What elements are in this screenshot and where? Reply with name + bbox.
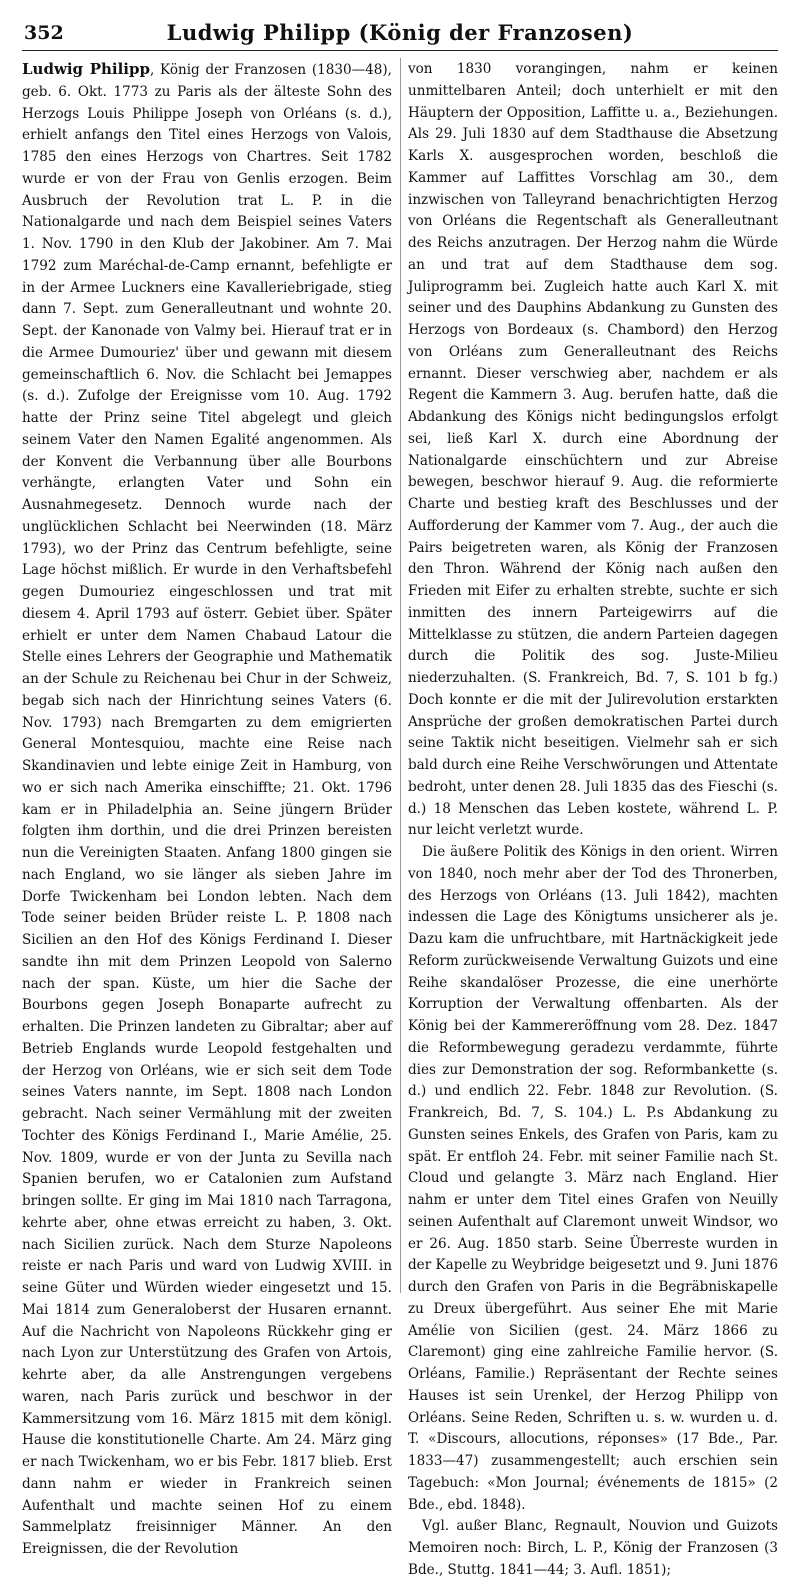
entry-paragraph <box>22 59 392 1561</box>
right-column <box>408 59 778 1578</box>
entry-lemma: Ludwig Philipp <box>22 60 150 78</box>
entry-text: , König der Franzosen (1830—48), geb. 6. Okt. 1773 zu Paris als der älteste Sohn des Herzogs Louis Philippe Joseph von Orléans (s. d.), erhielt anfangs den Titel eines Herzogs von Valois, 1785 den eines Herzogs von Chartres. Seit 1782 wurde er von der Frau von Genlis erzogen. Beim Ausbruch der Revolution trat L. P. in die Nationalgarde und nach dem Beispiel seines Vaters 1. Nov. 1790 in den Klub der Jakobiner. Am 7. Mai 1792 zum Maréchal-de-Camp ernannt, befehligte er in der Armee Luckners eine Kavalleriebrigade, stieg dann 7. Sept. zum Generalleutnant und wohnte 20. Sept. der Kanonade von Valmy bei. Hierauf trat er in die Armee Dumouriez' über und gewann mit diesem gemeinschaftlich 6. Nov. die Schlacht bei Jemappes (s. d.). Zufolge der Ereignisse vom 10. Aug. 1792 hatte der Prinz seine Titel abgelegt und gleich seinem Vater den Namen Egalité angenommen. Als der Konvent die Verbannung über alle Bourbons verhängte, erlangten Vater und Sohn ein Ausnahmegesetz. Dennoch wurde nach der unglücklichen Schlacht bei Neerwinden (18. März 1793), wo der Prinz das Centrum befehligte, seine Lage höchst mißlich. Er wurde in den Verhaftsbefehl gegen Dumouriez eingeschlossen und trat mit diesem 4. April 1793 auf österr. Gebiet über. Später erhielt er unter dem Namen Chabaud Latour die Stelle eines Lehrers der Geographie und Mathematik an der Schule zu Reichenau bei Chur in der Schweiz, begab sich nach der Hinrichtung seines Vaters (6. Nov. 1793) nach Bremgarten zu dem emigrierten General Montesquiou, machte eine Reise nach Skandinavien und lebte einige Zeit in Hamburg, von wo er sich nach Amerika einschiffte; 21. Okt. 1796 kam er in Philadelphia an. Seine jüngern Brüder folgten ihm dorthin, und die drei Prinzen bereisten nun die Vereinigten Staaten. Anfang 1800 gingen sie nach England, wo sie länger als sieben Jahre im Dorfe Twickenham bei London lebten. Nach dem Tode seiner beiden Brüder reiste L. P. 1808 nach Sicilien an den Hof des Königs Ferdinand I. Dieser sandte ihn mit dem Prinzen Leopold von Salerno nach der span. Küste, um hier die Sache der Bourbons gegen Joseph Bonaparte aufrecht zu erhalten. Die Prinzen landeten zu Gibraltar; aber auf Betrieb Englands wurde Leopold festgehalten und der Herzog von Orléans, wie er sich seit dem Tode seines Vaters nannte, im Sept. 1808 nach London gebracht. Nach seiner Vermählung mit der zweiten Tochter des Königs Ferdinand I., Marie Amélie, 25. Nov. 1809, wurde er von der Junta zu Sevilla nach Spanien berufen, wo er Catalonien zum Aufstand bringen sollte. Er ging im Mai 1810 nach Tarragona, kehrte aber, ohne etwas erreicht zu haben, 3. Okt. nach Sicilien zurück. Nach dem Sturze Napoleons reiste er nach Paris und ward von Ludwig XVIII. in seine Güter und Würden wieder eingesetzt und 15. Mai 1814 zum Generaloberst der Husaren ernannt. Auf die Nachricht von Napoleons Rückkehr ging er nach Lyon zur Unterstützung des Grafen von Artois, kehrte aber, da alle Anstrengungen vergebens waren, nach Paris zurück und beschwor in der Kammersitzung vom 16. März 1815 mit dem königl. Hause die konstitutionelle Charte. Am 24. März ging er nach Twickenham, wo er bis Febr. 1817 blieb. Erst dann nahm er wieder in Frankreich seinen Aufenthalt und machte seinen Hof zu einem Sammelplatz freisinniger Männer. An den Ereignissen, die der Revolution <box>22 62 392 1557</box>
paragraph-foreign-policy: Die äußere Politik des Königs in den orient. Wirren von 1840, noch mehr aber der Tod des Thronerben, des Herzogs von Orléans (13. Juli 1842), machten indessen die Lage des Königtums unsicherer als je. Dazu kam die unfruchtbare, mit Hartnäckigkeit jede Reform zurückweisende Verwaltung Guizots und eine Reihe skandalöser Prozesse, die eine unerhörte Korruption der Verwaltung offenbarten. Als der König bei der Kammereröffnung vom 28. Dez. 1847 die Reformbewegung geradezu verdammte, führte dies zur Demonstration der sog. Reformbankette (s. d.) und endlich 22. Febr. 1848 zur Revolution. (S. Frankreich, Bd. 7, S. 104.) L. P.s Abdankung zu Gunsten seines Enkels, des Grafen von Paris, kam zu spät. Er entfloh 24. Febr. mit seiner Familie nach St. Cloud und gelangte 3. März nach England. Hier nahm er unter dem Titel eines Grafen von Neuilly seinen Aufenthalt auf Claremont unweit Windsor, wo er 26. Aug. 1850 starb. Seine Überreste wurden in der Kapelle zu Weybridge beigesetzt und 9. Juni 1876 durch den Grafen von Paris in die Begräbniskapelle zu Dreux übergeführt. Aus seiner Ehe mit Marie Amélie von Sicilien (gest. 24. März 1866 zu Claremont) ging eine zahlreiche Familie hervor. (S. Orléans, Familie.) Repräsentant der Rechte seines Hauses ist sein Urenkel, der Herzog Philipp von Orléans. Seine Reden, Schriften u. s. w. wurden u. d. T. «Discours, allocutions, réponses» (17 Bde., Par. 1833—47) zusammengestellt; auch erschien sein Tagebuch: «Mon Journal; événements de 1815» (2 Bde., ebd. 1848). <box>408 844 778 1513</box>
left-column <box>22 59 392 1557</box>
column-divider <box>400 58 401 1293</box>
page-number: 352 <box>24 22 64 44</box>
paragraph-bibliography: Vgl. außer Blanc, Regnault, Nouvion und Guizots Memoiren noch: Birch, L. P., König der Franzosen (3 Bde., Stuttg. 1841—44; 3. Aufl. 1851); <box>408 1518 778 1578</box>
paragraph-continuation: von 1830 vorangingen, nahm er keinen unmittelbaren Anteil; doch unterhielt er mit den Häuptern der Opposition, Laffitte u. a., Beziehungen. Als 29. Juli 1830 auf dem Stadthause die Absetzung Karls X. ausgesprochen worden, beschloß die Kammer auf Laffittes Vorschlag am 30., dem inzwischen von Talleyrand benachrichtigten Herzog von Orléans die Regentschaft als Generalleutnant des Reichs anzutragen. Der Herzog nahm die Würde an und trat auf dem Stadthause dem sog. Juliprogramm bei. Zugleich hatte auch Karl X. mit seiner und des Dauphins Abdankung zu Gunsten des Herzogs von Bordeaux (s. Chambord) den Herzog von Orléans zum Generalleutnant des Reichs ernannt. Dieser verschwieg aber, nachdem er als Regent die Kammern 3. Aug. berufen hatte, daß die Abdankung des Königs nicht bedingungslos erfolgt sei, ließ Karl X. durch eine Abordnung der Nationalgarde einschüchtern und zur Abreise bewegen, beschwor hierauf 9. Aug. die reformierte Charte und bestieg kraft des Beschlusses und der Aufforderung der Kammer vom 7. Aug., der auch die Pairs beigetreten waren, als König der Franzosen den Thron. Während der König nach außen den Frieden mit Eifer zu erhalten strebte, suchte er sich inmitten des innern Parteigewirrs auf die Mittelklasse zu stützen, die andern Parteien dagegen durch die Politik des sog. Juste-Milieu niederzuhalten. (S. Frankreich, Bd. 7, S. 101 b fg.) Doch konnte er die mit der Julirevolution erstarkten Ansprüche der großen demokratischen Partei durch seine Taktik nicht beseitigen. Vielmehr sah er sich bald durch eine Reihe Verschwörungen und Attentate bedroht, unter denen 28. Juli 1835 das des Fieschi (s. d.) 18 Menschen das Leben kostete, während L. P. nur leicht verletzt wurde. <box>408 61 778 839</box>
page-header <box>22 16 778 51</box>
running-head: Ludwig Philipp (König der Franzosen) <box>166 20 634 45</box>
